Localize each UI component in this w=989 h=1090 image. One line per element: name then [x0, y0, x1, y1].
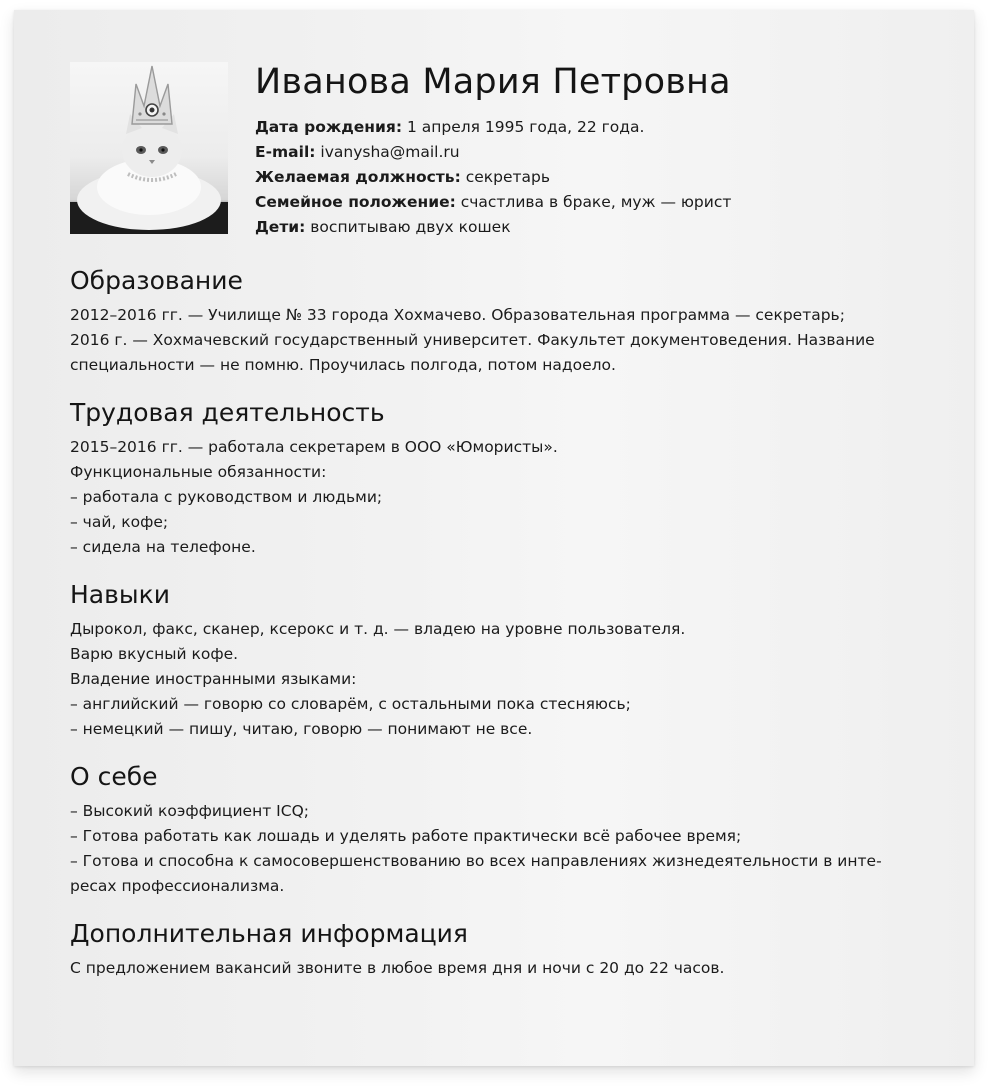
text-line: – английский — говорю со словарём, с остальными пока стесняюсь;	[70, 695, 631, 713]
text-line: 2016 г. — Хохмачевский государственный университет. Факультет документоведения. Название	[70, 331, 875, 349]
text-line: Функциональные обязанности:	[70, 463, 327, 481]
marital-status	[255, 190, 955, 215]
text-line: Дырокол, факс, сканер, ксерокс и т. д. — владею на уровне пользователя.	[70, 620, 686, 638]
email	[255, 140, 955, 165]
resume-content	[70, 264, 950, 999]
resume-sheet	[14, 10, 974, 1066]
personal-info	[255, 62, 955, 240]
section-title: Навыки	[70, 580, 170, 609]
cat-with-crown-image	[70, 62, 228, 234]
section-title: О себе	[70, 762, 158, 791]
children	[255, 215, 955, 240]
profile-photo	[70, 62, 228, 234]
text-line: С предложением вакансий звоните в любое время дня и ночи с 20 до 22 часов.	[70, 959, 725, 977]
text-line: Владение иностранными языками:	[70, 670, 357, 688]
section-education	[70, 264, 950, 378]
section-title: Трудовая деятельность	[70, 398, 385, 427]
text-line: – Готова работать как лошадь и уделять работе практически всё рабочее время;	[70, 827, 742, 845]
email-value: ivanysha@mail.ru	[315, 143, 460, 161]
section-work	[70, 396, 950, 560]
section-additional	[70, 917, 950, 981]
text-line: специальности — не помню. Проучилась полгода, потом надоело.	[70, 356, 616, 374]
text-line: Варю вкусный кофе.	[70, 645, 239, 663]
birth-date	[255, 115, 955, 140]
full-name: Иванова Мария Петровна	[255, 62, 731, 102]
text-line: – немецкий — пишу, читаю, говорю — понимают не все.	[70, 720, 533, 738]
section-title: Образование	[70, 266, 243, 295]
fact-label: Желаемая должность:	[255, 168, 461, 186]
section-title: Дополнительная информация	[70, 919, 468, 948]
section-skills	[70, 578, 950, 742]
text-line: 2012–2016 гг. — Училище № 33 города Хохмачево. Образовательная программа — секретарь;	[70, 306, 845, 324]
text-line: ресах профессионализма.	[70, 877, 285, 895]
fact-label: E-mail:	[255, 143, 316, 161]
fact-label: Дата рождения:	[255, 118, 403, 136]
fact-value: секретарь	[460, 168, 550, 186]
fact-value: 1 апреля 1995 года, 22 года.	[402, 118, 645, 136]
text-line: – Высокий коэффициент ICQ;	[70, 802, 309, 820]
fact-value: счастлива в браке, муж — юрист	[455, 193, 732, 211]
text-line: – Готова и способна к самосовершенствованию во всех направлениях жизнедеятельности в инте-	[70, 852, 882, 870]
text-line: – чай, кофе;	[70, 513, 169, 531]
personal-facts	[255, 115, 955, 240]
fact-value: воспитываю двух кошек	[305, 218, 511, 236]
text-line: – работала с руководством и людьми;	[70, 488, 383, 506]
fact-label: Дети:	[255, 218, 306, 236]
desired-position	[255, 165, 955, 190]
section-about	[70, 760, 950, 899]
text-line: – сидела на телефоне.	[70, 538, 256, 556]
fact-label: Семейное положение:	[255, 193, 456, 211]
text-line: 2015–2016 гг. — работала секретарем в ООО «Юмористы».	[70, 438, 558, 456]
